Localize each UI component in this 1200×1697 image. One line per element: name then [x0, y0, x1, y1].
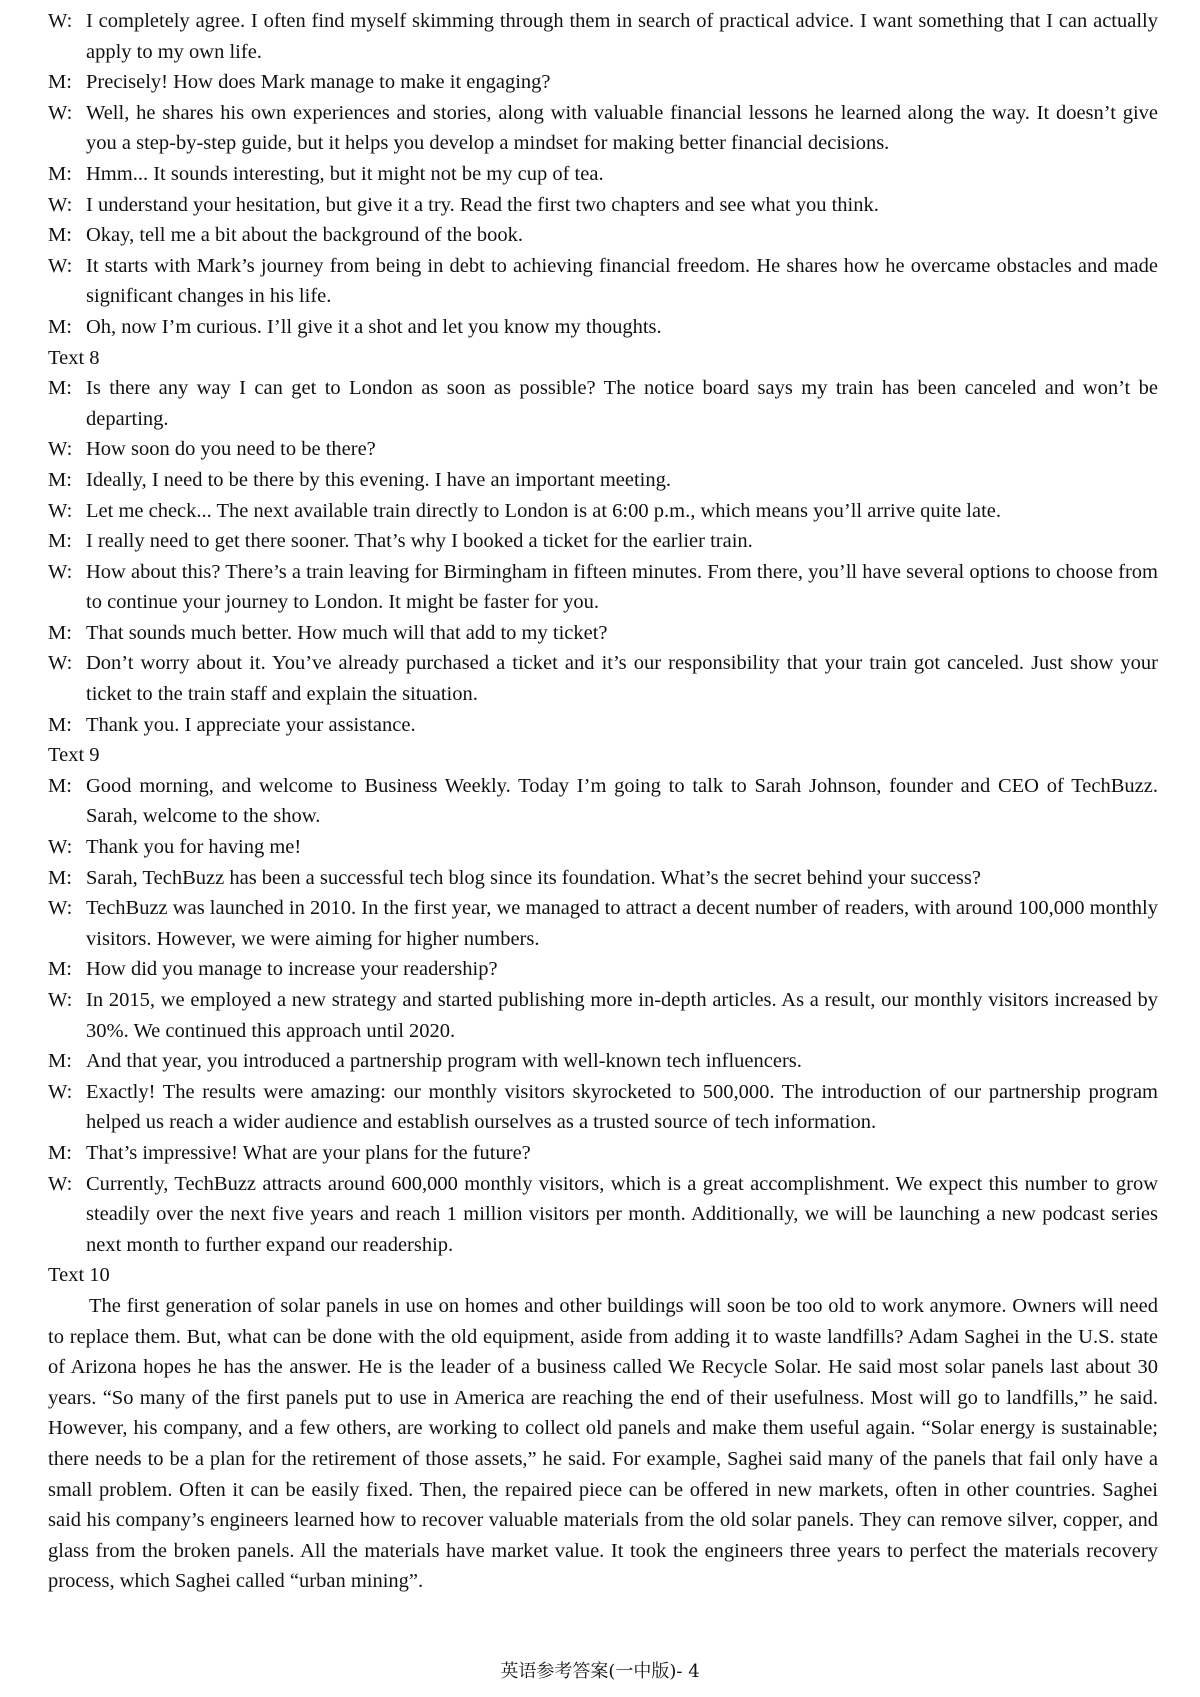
dialogue-line — [48, 465, 1158, 496]
text10-paragraph: The first generation of solar panels in use on homes and other buildings will soon be too old to work anymore. Owners will need to replace them. But, what can be done with the old equipment, aside from adding it to waste landfills? Adam Saghei in the U.S. state of Arizona hopes he has the answer. He is the leader of a business called We Recycle Solar. He said most solar panels last about 30 years. “So many of the first panels put to use in America are reaching the end of their usefulness. Most will go to landfills,” he said. However, his company, and a few others, are working to collect old panels and make them useful again. “Solar energy is sustainable; there needs to be a plan for the retirement of those assets,” he said. For example, Saghei said many of the panels that fail only have a small problem. Often it can be easily fixed. Then, the repaired piece can be offered in new markets, often in other countries. Saghei said his company’s engineers learned how to recover valuable materials from the old solar panels. They can remove silver, copper, and glass from the broken panels. All the materials have market value. It took the engineers three years to perfect the materials recovery process, which Saghei called “urban mining”. — [48, 1294, 1158, 1593]
speaker-label: W: — [48, 560, 73, 583]
dialogue-line — [48, 832, 1158, 863]
speaker-label: M: — [48, 315, 72, 338]
speaker-label: W: — [48, 1080, 73, 1103]
speaker-label: W: — [48, 897, 73, 920]
speaker-label: W: — [48, 101, 73, 124]
speaker-label: W: — [48, 499, 73, 522]
speaker-label: M: — [48, 468, 72, 491]
speaker-label: M: — [48, 377, 72, 400]
dialogue-line — [48, 159, 1158, 190]
dialogue-text: Oh, now I’m curious. I’ll give it a shot and let you know my thoughts. — [86, 315, 662, 338]
dialogue-line — [48, 648, 1158, 709]
speaker-label: W: — [48, 438, 73, 461]
dialogue-text: That sounds much better. How much will that add to my ticket? — [86, 621, 608, 644]
dialogue-text: Ideally, I need to be there by this evening. I have an important meeting. — [86, 468, 672, 491]
speaker-label: M: — [48, 713, 72, 736]
speaker-label: M: — [48, 162, 72, 185]
dialogue-text: In 2015, we employed a new strategy and started publishing more in-depth articles. As a result, our monthly visitors increased by 30%. We continued this approach until 2020. — [86, 989, 1158, 1042]
dialogue-text: Let me check... The next available train directly to London is at 6:00 p.m., which means you’ll arrive quite late. — [86, 499, 1002, 522]
dialogue-text: How about this? There’s a train leaving for Birmingham in fifteen minutes. From there, you’ll have several options to choose from to continue your journey to London. It might be faster for you. — [86, 560, 1158, 614]
page-footer: 英语参考答案(一中版)- 4 — [500, 1661, 700, 1682]
dialogue-text: Sarah, TechBuzz has been a successful tech blog since its foundation. What’s the secret behind your success? — [86, 866, 981, 889]
dialogue-line — [48, 312, 1158, 343]
document-page — [48, 6, 1158, 1597]
speaker-label: M: — [48, 1050, 72, 1073]
dialogue-text: I understand your hesitation, but give it a try. Read the first two chapters and see what you think. — [86, 193, 879, 216]
speaker-label: W: — [48, 10, 73, 32]
dialogue-line — [48, 893, 1158, 954]
dialogue-line — [48, 1077, 1158, 1138]
dialogue-line — [48, 954, 1158, 985]
dialogue-text: Okay, tell me a bit about the background of the book. — [86, 224, 524, 247]
dialogue-text: Precisely! How does Mark manage to make it engaging? — [86, 71, 551, 94]
dialogue-line — [48, 373, 1158, 434]
dialogue-line — [48, 434, 1158, 465]
dialogue-line — [48, 863, 1158, 894]
speaker-label: M: — [48, 958, 72, 981]
dialogue-line — [48, 1138, 1158, 1169]
speaker-label: M: — [48, 71, 72, 94]
speaker-label: W: — [48, 989, 73, 1011]
dialogue-text: It starts with Mark’s journey from being in debt to achieving financial freedom. He shares how he overcame obstacles and made significant changes in his life. — [86, 254, 1158, 308]
dialogue-line — [48, 618, 1158, 649]
dialogue-text: TechBuzz was launched in 2010. In the first year, we managed to attract a decent number of readers, with around 100,000 monthly visitors. However, we were aiming for higher numbers. — [86, 897, 1158, 950]
dialogue-sections — [48, 6, 1158, 1260]
speaker-label: M: — [48, 1141, 72, 1164]
dialogue-line — [48, 985, 1158, 1046]
speaker-label: M: — [48, 530, 72, 553]
speaker-label: M: — [48, 621, 72, 644]
dialogue-text: I completely agree. I often find myself skimming through them in search of practical advice. I want something that I can actually apply to my own life. — [86, 10, 1158, 63]
dialogue-text: Exactly! The results were amazing: our monthly visitors skyrocketed to 500,000. The introduction of our partnership program helped us reach a wider audience and establish ourselves as a trusted source of tech information. — [86, 1080, 1158, 1134]
dialogue-text: How did you manage to increase your readership? — [86, 958, 498, 981]
dialogue-text: And that year, you introduced a partnership program with well-known tech influencers. — [86, 1050, 802, 1073]
dialogue-text: Good morning, and welcome to Business Weekly. Today I’m going to talk to Sarah Johnson, founder and CEO of TechBuzz. Sarah, welcome to the show. — [86, 774, 1158, 828]
dialogue-line — [48, 6, 1158, 67]
speaker-label: W: — [48, 1172, 73, 1195]
section-heading: Text 9 — [48, 744, 100, 767]
section-heading: Text 8 — [48, 346, 100, 369]
speaker-label: W: — [48, 836, 73, 859]
dialogue-text: Don’t worry about it. You’ve already purchased a ticket and it’s our responsibility that your train got canceled. Just show your ticket to the train staff and explain the situation. — [86, 652, 1158, 706]
dialogue-text: That’s impressive! What are your plans for the future? — [86, 1141, 531, 1164]
dialogue-line — [48, 710, 1158, 741]
speaker-label: W: — [48, 254, 73, 277]
dialogue-text: Thank you. I appreciate your assistance. — [86, 713, 416, 736]
dialogue-line — [48, 496, 1158, 527]
dialogue-line — [48, 98, 1158, 159]
dialogue-text: Well, he shares his own experiences and stories, along with valuable financial lessons he learned along the way. It doesn’t give you a step-by-step guide, but it helps you develop a mindset for making better financial decisions. — [86, 101, 1158, 155]
dialogue-line — [48, 220, 1158, 251]
text10-heading: Text 10 — [48, 1264, 110, 1287]
dialogue-line — [48, 67, 1158, 98]
dialogue-text: Is there any way I can get to London as soon as possible? The notice board says my train has been canceled and won’t be departing. — [86, 377, 1158, 430]
dialogue-line — [48, 1169, 1158, 1261]
speaker-label: W: — [48, 652, 73, 675]
dialogue-line — [48, 251, 1158, 312]
speaker-label: M: — [48, 224, 72, 247]
speaker-label: M: — [48, 866, 72, 889]
dialogue-text: How soon do you need to be there? — [86, 438, 376, 461]
speaker-label: M: — [48, 774, 72, 797]
dialogue-text: Hmm... It sounds interesting, but it might not be my cup of tea. — [86, 162, 604, 185]
dialogue-text: Thank you for having me! — [86, 836, 302, 859]
dialogue-text: I really need to get there sooner. That’s why I booked a ticket for the earlier train. — [86, 530, 753, 553]
speaker-label: W: — [48, 193, 73, 216]
dialogue-line — [48, 557, 1158, 618]
dialogue-text: Currently, TechBuzz attracts around 600,000 monthly visitors, which is a great accomplishment. We expect this number to grow steadily over the next five years and reach 1 million visitors per month. Additionally, we will be launching a new podcast series next month to further expand our readership. — [86, 1172, 1158, 1256]
dialogue-line — [48, 190, 1158, 221]
dialogue-line — [48, 526, 1158, 557]
dialogue-line — [48, 771, 1158, 832]
dialogue-line — [48, 1046, 1158, 1077]
